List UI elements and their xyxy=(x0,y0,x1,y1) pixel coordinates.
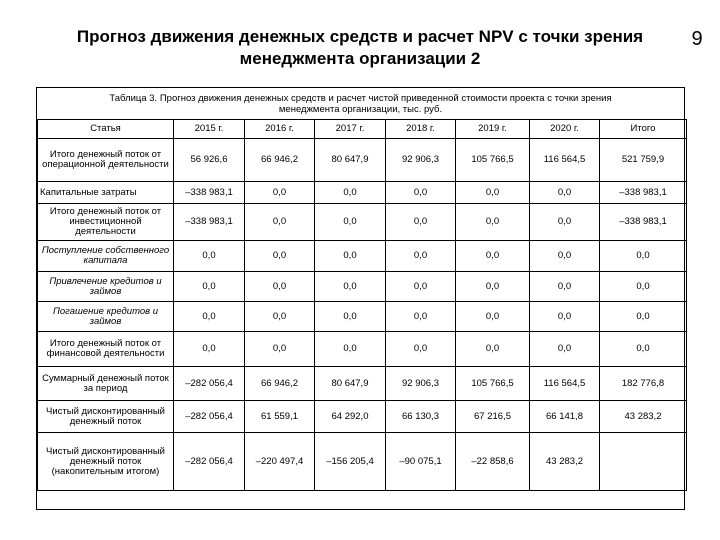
table-row xyxy=(38,433,687,491)
table-cell: 0,0 xyxy=(174,302,245,332)
table-row xyxy=(38,204,687,241)
table-cell: 0,0 xyxy=(456,241,530,272)
table-cell: –90 075,1 xyxy=(386,433,456,491)
table-cell: 0,0 xyxy=(315,241,386,272)
table-cell: 0,0 xyxy=(386,204,456,241)
table-cell: 66 946,2 xyxy=(245,367,315,401)
table-cell: –282 056,4 xyxy=(174,401,245,433)
table-cell: 0,0 xyxy=(530,241,600,272)
table-cell: 0,0 xyxy=(530,302,600,332)
slide-title xyxy=(0,26,720,70)
page-number: 9 xyxy=(691,28,703,50)
table-caption xyxy=(37,93,684,115)
table-row xyxy=(38,401,687,433)
table-cell: 66 946,2 xyxy=(245,139,315,182)
table-cell: –282 056,4 xyxy=(174,433,245,491)
column-header: Итого xyxy=(600,120,687,139)
table-cell: 61 559,1 xyxy=(245,401,315,433)
table-cell: 0,0 xyxy=(530,272,600,302)
table-caption-line-2: менеджмента организации, тыс. руб. xyxy=(278,104,443,115)
column-header: 2016 г. xyxy=(245,120,315,139)
table-cell: –338 983,1 xyxy=(174,182,245,204)
cash-flow-table xyxy=(37,119,687,491)
row-label: Привлечение кредитов и займов xyxy=(38,272,174,302)
table-cell: –220 497,4 xyxy=(245,433,315,491)
row-label: Итого денежный поток от инвестиционной деятельности xyxy=(38,204,174,241)
table-caption-line-1: Таблица 3. Прогноз движения денежных средств и расчет чистой приведенной стоимости проекта с точки зрения xyxy=(109,93,612,104)
table-cell: 0,0 xyxy=(174,241,245,272)
table-cell: 0,0 xyxy=(386,182,456,204)
table-cell: 0,0 xyxy=(530,332,600,367)
table-cell: 92 906,3 xyxy=(386,367,456,401)
column-header: Статья xyxy=(38,120,174,139)
table-cell: 116 564,5 xyxy=(530,367,600,401)
table-cell xyxy=(600,433,687,491)
column-header: 2015 г. xyxy=(174,120,245,139)
table-row xyxy=(38,332,687,367)
row-label: Капитальные затраты xyxy=(38,182,174,204)
table-header-row xyxy=(38,120,687,139)
table-cell: 0,0 xyxy=(600,241,687,272)
table-cell: 43 283,2 xyxy=(600,401,687,433)
table-cell: 0,0 xyxy=(245,182,315,204)
table-cell: 64 292,0 xyxy=(315,401,386,433)
column-header: 2019 г. xyxy=(456,120,530,139)
table-cell: 0,0 xyxy=(315,332,386,367)
table-row xyxy=(38,272,687,302)
table-cell: 0,0 xyxy=(456,272,530,302)
row-label: Чистый дисконтированный денежный поток xyxy=(38,401,174,433)
table-row xyxy=(38,139,687,182)
column-header: 2017 г. xyxy=(315,120,386,139)
table-cell: 0,0 xyxy=(386,241,456,272)
table-cell: –22 858,6 xyxy=(456,433,530,491)
table-cell: 0,0 xyxy=(456,182,530,204)
table-cell: 0,0 xyxy=(245,272,315,302)
table-cell: 521 759,9 xyxy=(600,139,687,182)
column-header: 2020 г. xyxy=(530,120,600,139)
table-cell: 0,0 xyxy=(600,302,687,332)
table-row xyxy=(38,302,687,332)
table-cell: 0,0 xyxy=(315,272,386,302)
slide-title-line-1: Прогноз движения денежных средств и расчет NPV с точки зрения xyxy=(76,27,644,46)
row-label: Суммарный денежный поток за период xyxy=(38,367,174,401)
table-cell: 182 776,8 xyxy=(600,367,687,401)
table-cell: 0,0 xyxy=(530,182,600,204)
row-label: Погашение кредитов и займов xyxy=(38,302,174,332)
table-cell: 80 647,9 xyxy=(315,367,386,401)
table-cell: 92 906,3 xyxy=(386,139,456,182)
table-cell: 0,0 xyxy=(174,272,245,302)
table-cell: 43 283,2 xyxy=(530,433,600,491)
table-row xyxy=(38,241,687,272)
table-cell: –338 983,1 xyxy=(600,182,687,204)
table-cell: 0,0 xyxy=(386,272,456,302)
table-cell: 0,0 xyxy=(245,204,315,241)
table-cell: 66 130,3 xyxy=(386,401,456,433)
table-row xyxy=(38,182,687,204)
table-cell: 0,0 xyxy=(386,332,456,367)
table-cell: 0,0 xyxy=(174,332,245,367)
table-cell: 105 766,5 xyxy=(456,139,530,182)
table-cell: 0,0 xyxy=(600,272,687,302)
table-cell: 0,0 xyxy=(600,332,687,367)
table-cell: 0,0 xyxy=(456,204,530,241)
table-cell: –338 983,1 xyxy=(174,204,245,241)
table-cell: 0,0 xyxy=(315,204,386,241)
table-cell: 66 141,8 xyxy=(530,401,600,433)
slide-title-line-2: менеджмента организации 2 xyxy=(239,49,481,68)
row-label: Итого денежный поток от финансовой деятельности xyxy=(38,332,174,367)
table-cell: 0,0 xyxy=(315,302,386,332)
table-cell: 0,0 xyxy=(530,204,600,241)
row-label: Чистый дисконтированный денежный поток (накопительным итогом) xyxy=(38,433,174,491)
table-cell: –282 056,4 xyxy=(174,367,245,401)
table-cell: 0,0 xyxy=(456,332,530,367)
table-cell: 0,0 xyxy=(245,302,315,332)
row-label: Поступление собственного капитала xyxy=(38,241,174,272)
table-sheet xyxy=(36,87,685,510)
table-cell: 105 766,5 xyxy=(456,367,530,401)
table-cell: 0,0 xyxy=(456,302,530,332)
table-cell: 67 216,5 xyxy=(456,401,530,433)
table-cell: 0,0 xyxy=(315,182,386,204)
table-cell: –156 205,4 xyxy=(315,433,386,491)
table-row xyxy=(38,367,687,401)
table-cell: 0,0 xyxy=(386,302,456,332)
column-header: 2018 г. xyxy=(386,120,456,139)
table-cell: 0,0 xyxy=(245,241,315,272)
table-cell: 0,0 xyxy=(245,332,315,367)
table-cell: 80 647,9 xyxy=(315,139,386,182)
table-cell: 116 564,5 xyxy=(530,139,600,182)
row-label: Итого денежный поток от операционной деятельности xyxy=(38,139,174,182)
table-cell: –338 983,1 xyxy=(600,204,687,241)
table-cell: 56 926,6 xyxy=(174,139,245,182)
